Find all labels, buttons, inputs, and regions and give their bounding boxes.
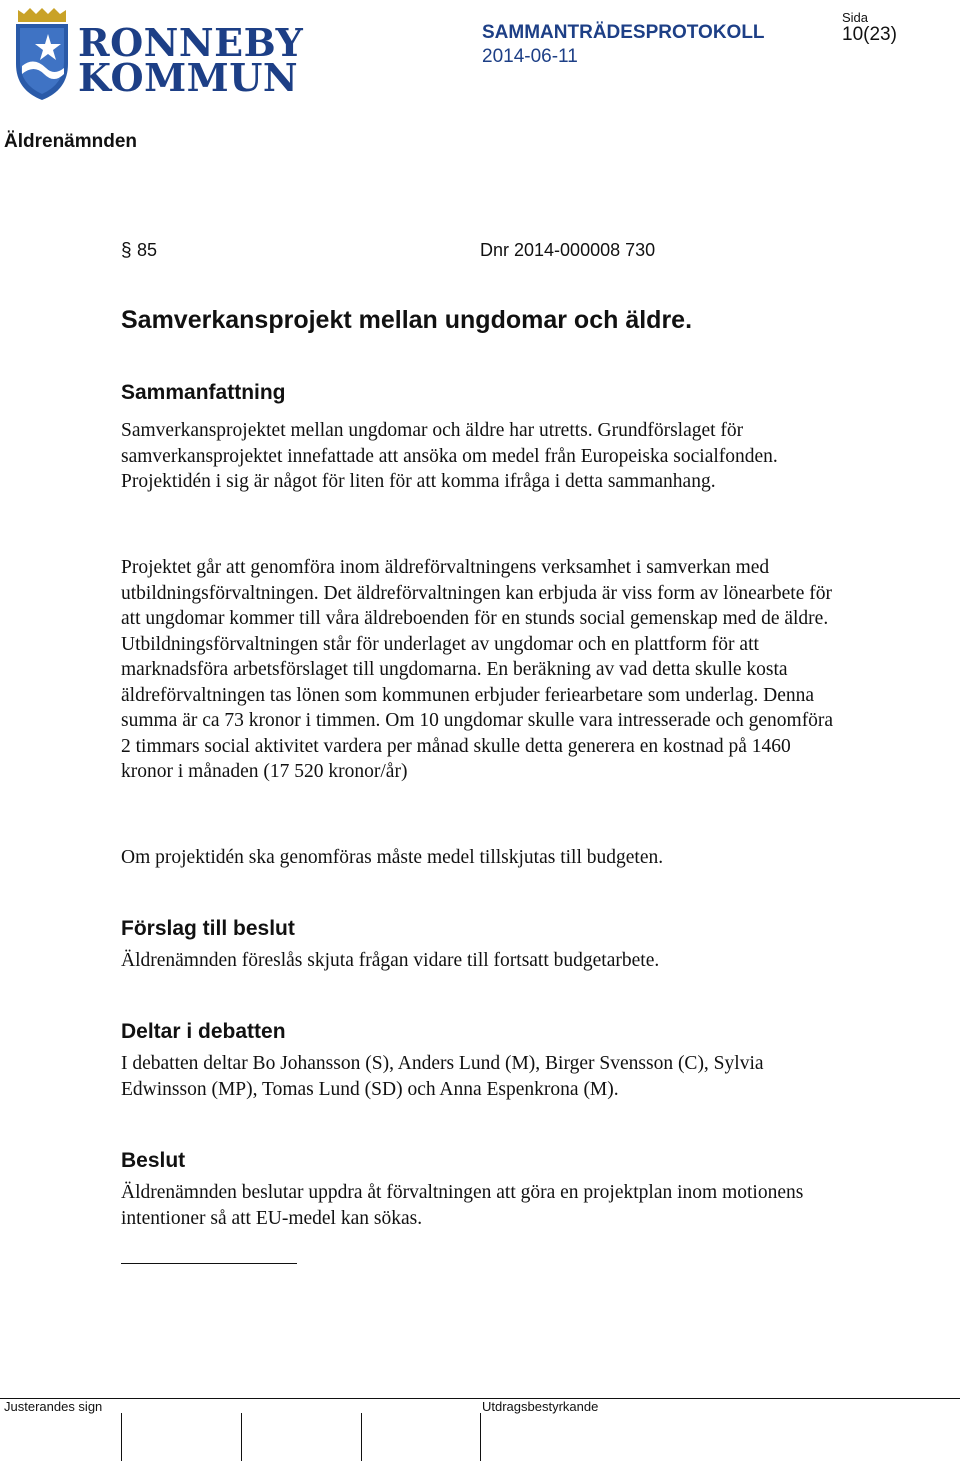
signature-box-divider — [241, 1413, 242, 1461]
org-name-line2: KOMMUN — [78, 55, 299, 100]
committee-name: Äldrenämnden — [4, 131, 138, 152]
summary-paragraph-2: Projektet går att genomföra inom äldreförvaltningens verksamhet i samverkan med utbildningsförvaltningen. Det äldreförvaltningen kan erbjuda är viss form av lönearbete för att ungdomar kommer till våra äldreboenden för en stunds social gemenskap med de äldre. Utbildningsförvaltningen står för underlaget av ungdomar och en plattform för att marknadsföra arbetsförslaget till ungdomarna. En beräkning av vad detta skulle kosta äldreförvaltningen tas lönen som kommunen erbjuder feriearbetare som underlag. Denna summa är ca 73 kronor i timmen. Om 10 ungdomar skulle vara intresserade och genomföra 2 timmars social aktivitet vardera per månad skulle detta generera en kostnad på 1460 kronor i månaden (17 520 kronor/år) — [121, 557, 834, 782]
proposal-heading: Förslag till beslut — [121, 917, 295, 940]
footer-divider — [0, 1398, 960, 1399]
summary-paragraph-3: Om projektidén ska genomföras måste medel tillskjutas till budgeten. — [121, 847, 664, 868]
footer-certification-label: Utdragsbestyrkande — [482, 1399, 599, 1414]
end-rule — [121, 1263, 297, 1264]
summary-heading: Sammanfattning — [121, 381, 286, 404]
summary-paragraph-1: Samverkansprojektet mellan ungdomar och äldre har utretts. Grundförslaget för samverkansprojektet innefattade att ansöka om medel från Europeiska socialfonden. Projektidén i sig är något för liten för att komma ifråga i detta sammanhang. — [121, 420, 778, 492]
page-number: 10(23) — [842, 24, 897, 45]
signature-box-divider — [361, 1413, 362, 1461]
proposal-text: Äldrenämnden föreslås skjuta frågan vidare till fortsatt budgetarbete. — [121, 950, 660, 971]
signature-box-divider — [121, 1413, 122, 1461]
document-date: 2014-06-11 — [482, 46, 578, 67]
footer-signature-label: Justerandes sign — [4, 1399, 103, 1414]
debate-text: I debatten deltar Bo Johansson (S), Anders Lund (M), Birger Svensson (C), Sylvia Edwinsson (MP), Tomas Lund (SD) och Anna Espenkrona (M). — [121, 1053, 764, 1100]
item-number: 85 — [137, 240, 158, 260]
page-title: Samverkansprojekt mellan ungdomar och äldre. — [121, 306, 693, 334]
document-type: SAMMANTRÄDESPROTOKOLL — [482, 22, 765, 43]
item-dnr: Dnr 2014-000008 730 — [480, 240, 656, 260]
debate-heading: Deltar i debatten — [121, 1020, 286, 1043]
signature-box-divider — [480, 1413, 481, 1461]
decision-text: Äldrenämnden beslutar uppdra åt förvaltningen att göra en projektplan inom motionens intentioner så att EU-medel kan sökas. — [121, 1182, 804, 1229]
decision-heading: Beslut — [121, 1149, 186, 1172]
org-name-line1: RONNEBY — [78, 20, 304, 65]
paragraph-sign: § — [121, 240, 132, 261]
page-label: Sida — [842, 10, 869, 25]
